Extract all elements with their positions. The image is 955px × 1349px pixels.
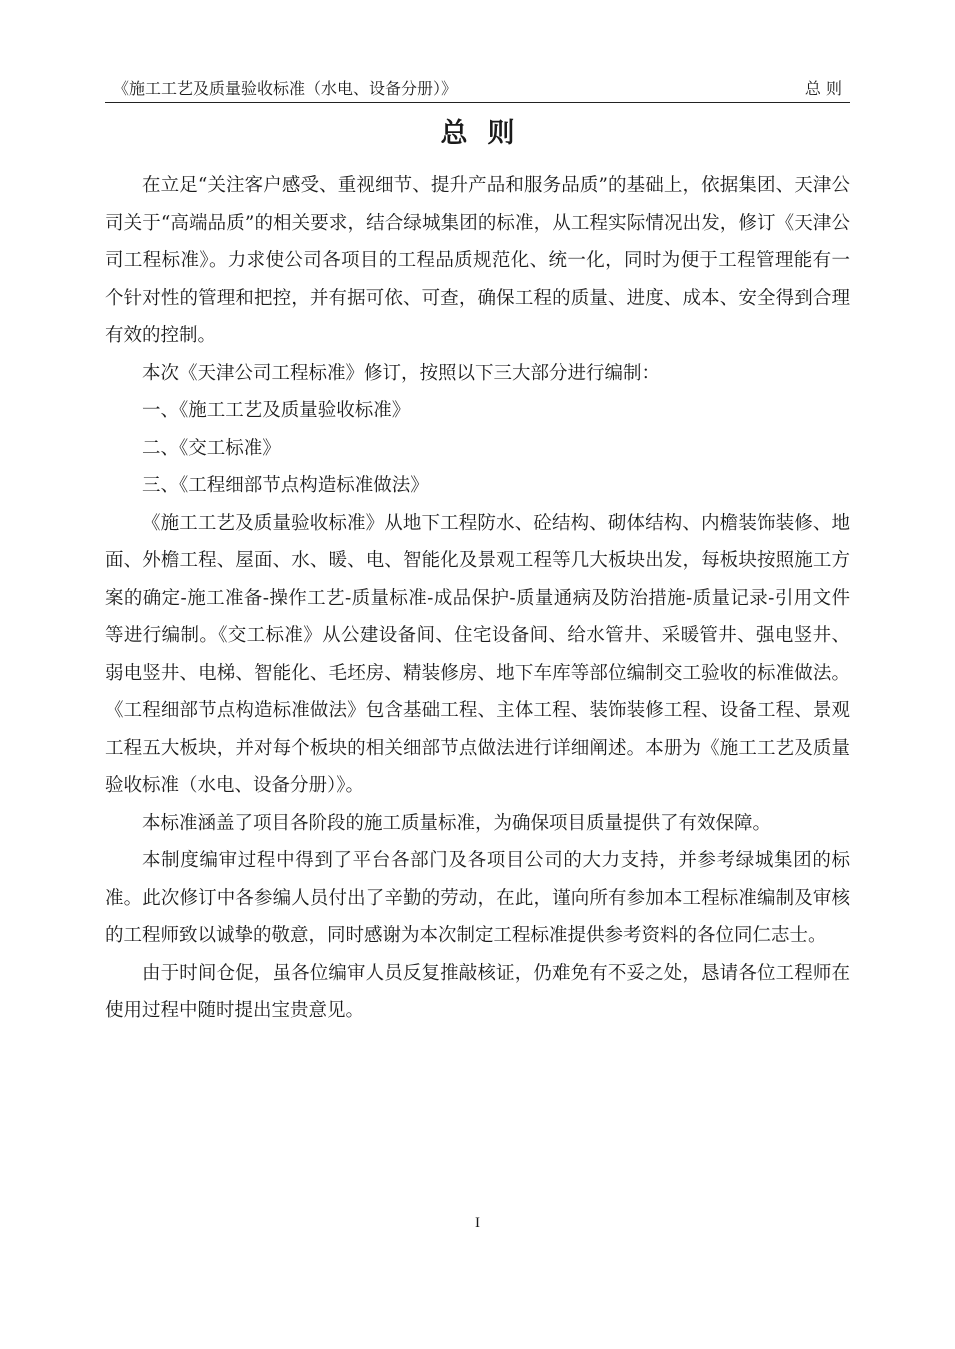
page-header xyxy=(105,78,850,103)
header-section-name: 总 则 xyxy=(804,79,842,98)
page-title: 总则 xyxy=(440,118,535,149)
paragraph-intro: 在立足“关注客户感受、重视细节、提升产品和服务品质”的基础上，依据集团、天津公司关于“高端品质”的相关要求，结合绿城集团的标准，从工程实际情况出发，修订《天津公司工程标准》。力求使公司各项目的工程品质规范化、统一化，同时为便于工程管理能有一个针对性的管理和把控，并有据可依、可查，确保工程的质量、进度、成本、安全得到合理有效的控制。 xyxy=(105,175,850,346)
list-item-part-three: 三、《工程细部节点构造标准做法》 xyxy=(142,475,429,496)
list-item-part-one: 一、《施工工艺及质量验收标准》 xyxy=(142,400,411,421)
paragraph-acknowledgement: 本制度编审过程中得到了平台各部门及各项目公司的大力支持，并参考绿城集团的标准。此次修订中各参编人员付出了辛勤的劳动，在此，谨向所有参加本工程标准编制及审核的工程师致以诚挚的敬意，同时感谢为本次制定工程标准提供参考资料的各位同仁志士。 xyxy=(105,850,850,946)
list-item-part-two: 二、《交工标准》 xyxy=(142,437,281,459)
paragraph-structure: 本次《天津公司工程标准》修订，按照以下三大部分进行编制： xyxy=(142,362,661,384)
paragraph-contents: 《施工工艺及质量验收标准》从地下工程防水、砼结构、砌体结构、内檐装饰装修、地面、外檐工程、屋面、水、暖、电、智能化及景观工程等几大板块出发，每板块按照施工方案的确定-施工准备-操作工艺-质量标准-成品保护-质量通病及防治措施-质量记录-引用文件等进行编制。《交工标准》从公建设备间、住宅设备间、给水管井、采暖管井、强电竖井、弱电竖井、电梯、智能化、毛坯房、精装修房、地下车库等部位编制交工验收的标准做法。《工程细部节点构造标准做法》包含基础工程、主体工程、装饰装修工程、设备工程、景观工程五大板块，并对每个板块的相关细部节点做法进行详细阐述。本册为《施工工艺及质量验收标准（水电、设备分册）》。 xyxy=(105,512,850,796)
body-text xyxy=(105,167,850,1030)
page-number: I xyxy=(475,1215,480,1231)
paragraph-closing: 由于时间仓促，虽各位编审人员反复推敲核证，仍难免有不妥之处，恳请各位工程师在使用过程中随时提出宝贵意见。 xyxy=(105,962,850,1021)
paragraph-coverage: 本标准涵盖了项目各阶段的施工质量标准，为确保项目质量提供了有效保障。 xyxy=(142,812,772,834)
header-document-title: 《施工工艺及质量验收标准（水电、设备分册）》 xyxy=(113,79,458,98)
